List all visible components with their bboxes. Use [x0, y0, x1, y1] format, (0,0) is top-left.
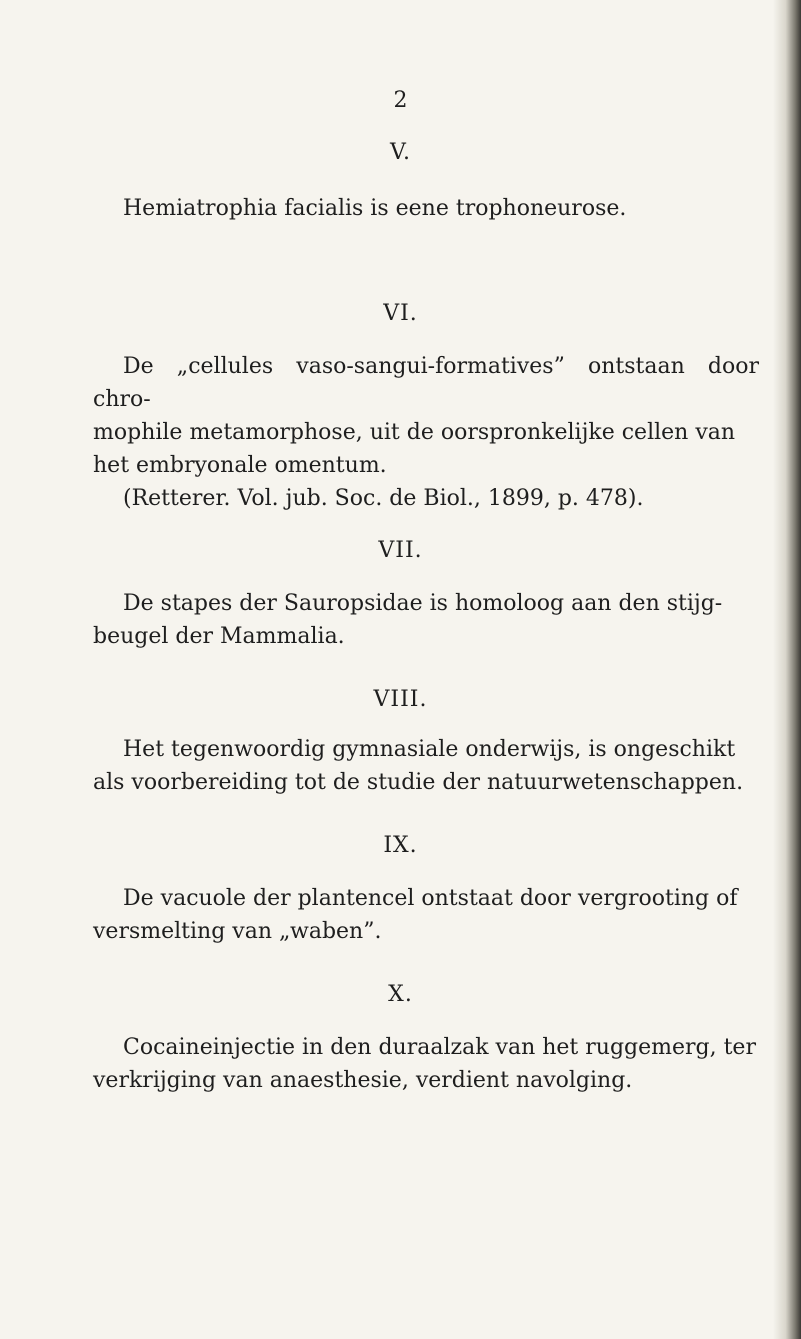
text-line: Hemiatrophia facialis is eene trophoneurose.	[123, 196, 627, 221]
section-heading-x: X.	[388, 982, 413, 1007]
text-line: verkrijging van anaesthesie, verdient navolging.	[93, 1068, 633, 1093]
text-line: als voorbereiding tot de studie der natuurwetenschappen.	[93, 770, 744, 795]
text-line: (Retterer. Vol. jub. Soc. de Biol., 1899, p. 478).	[123, 486, 644, 511]
text-line: versmelting van „waben”.	[93, 919, 382, 944]
text-line: Het tegenwoordig gymnasiale onderwijs, is ongeschikt	[123, 737, 736, 762]
section-heading-ix: IX.	[383, 833, 418, 858]
text-line: De vacuole der plantencel ontstaat door vergrooting of	[123, 886, 738, 911]
section-text-v	[93, 192, 759, 225]
section-text-vi	[93, 350, 759, 515]
text-line: Cocaineinjectie in den duraalzak van het ruggemerg, ter	[123, 1035, 756, 1060]
section-text-x	[93, 1031, 759, 1097]
text-line: De „cellules vaso-sangui-formatives” ontstaan door chro-	[93, 354, 759, 412]
section-heading-vi: VI.	[383, 301, 418, 326]
text-line: beugel der Mammalia.	[93, 624, 345, 649]
text-line: mophile metamorphose, uit de oorspronkelijke cellen van	[93, 420, 736, 445]
text-line: De stapes der Sauropsidae is homoloog aan den stijg-	[123, 591, 723, 616]
page-number: 2	[393, 88, 408, 113]
text-line: het embryonale omentum.	[93, 453, 387, 478]
section-heading-viii: VIII.	[373, 687, 428, 712]
section-heading-vii: VII.	[378, 538, 423, 563]
page-edge-shadow	[773, 0, 801, 1339]
section-text-ix	[93, 882, 759, 948]
section-heading-v: V.	[389, 140, 412, 165]
section-text-vii	[93, 587, 759, 653]
section-text-viii	[93, 733, 759, 799]
